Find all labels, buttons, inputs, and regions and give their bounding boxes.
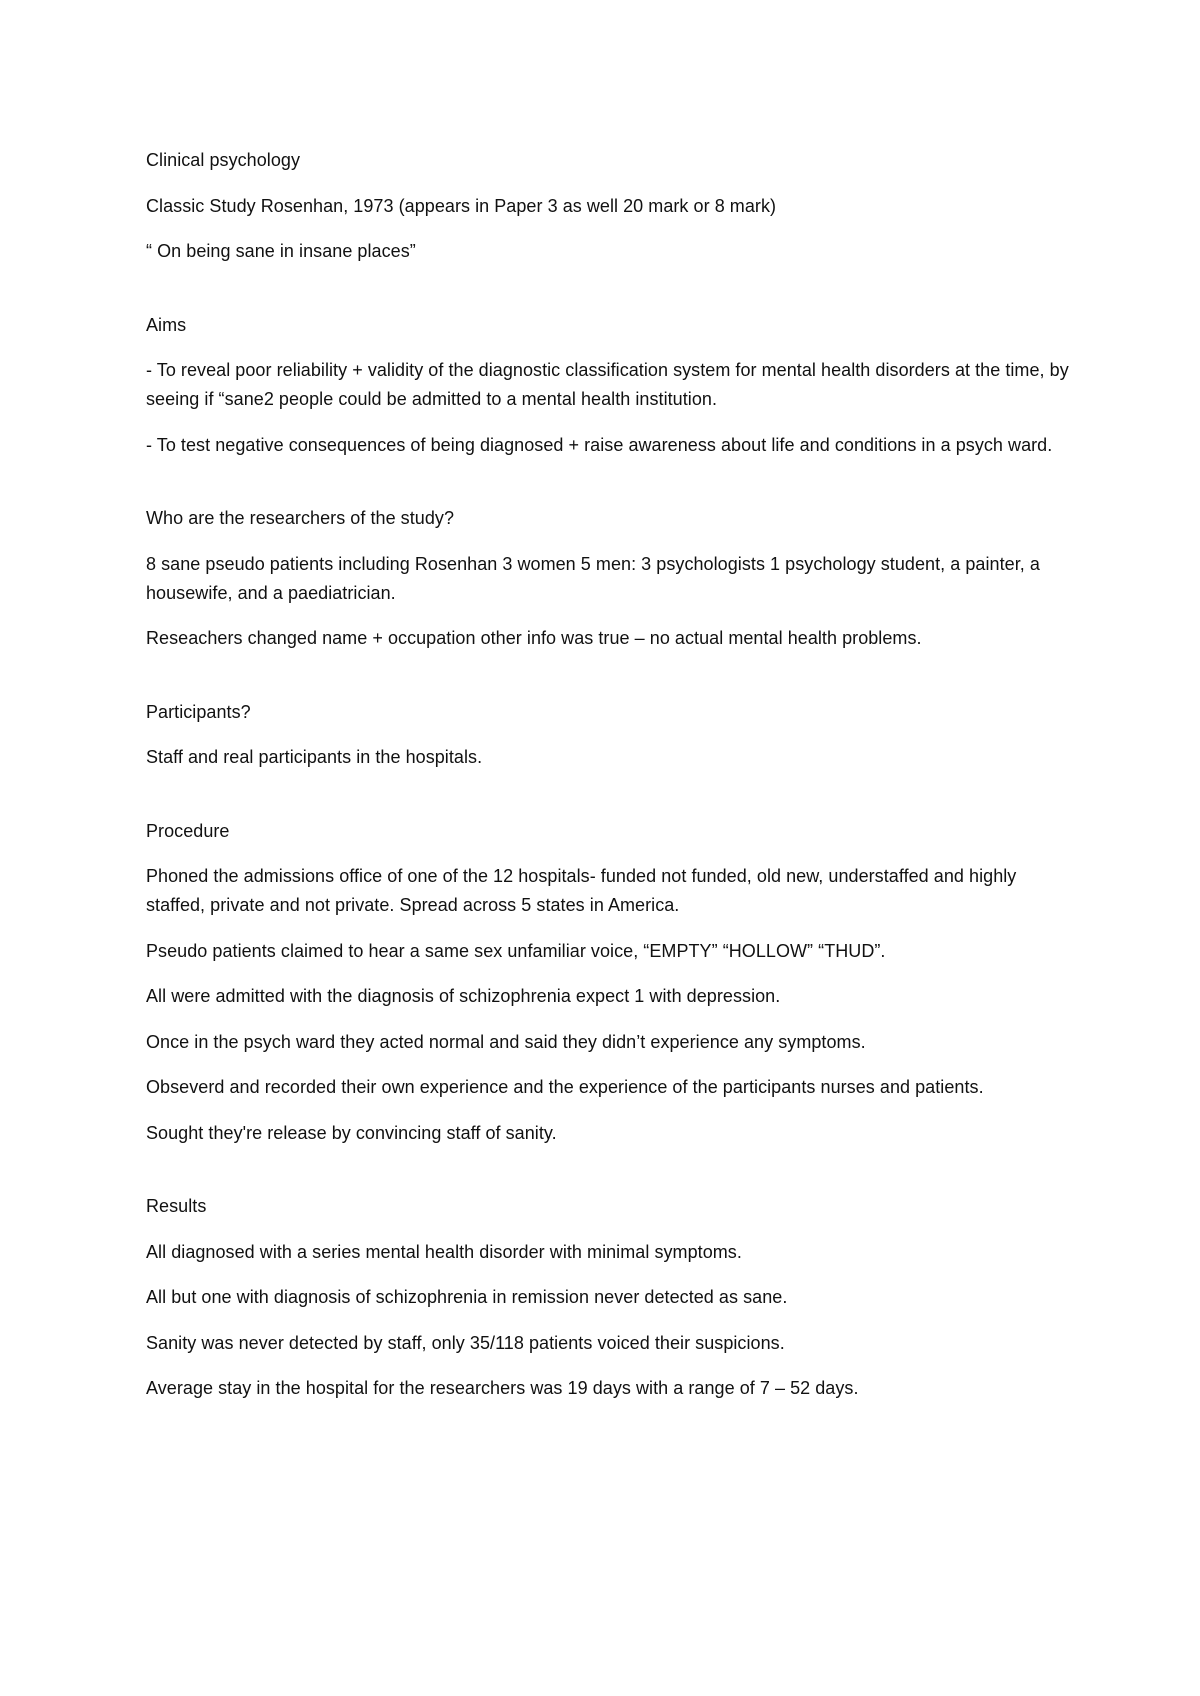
section-spacer [146,789,1076,817]
study-reference: Classic Study Rosenhan, 1973 (appears in Paper 3 as well 20 mark or 8 mark) [146,195,777,216]
results-point: Sanity was never detected by staff, only 35/118 patients voiced their suspicions. [146,1332,785,1353]
results-point: All diagnosed with a series mental health disorder with minimal symptoms. [146,1241,742,1262]
document-body [146,146,1076,1420]
aims-heading: Aims [146,314,187,335]
researchers-point: 8 sane pseudo patients including Rosenhan 3 women 5 men: 3 psychologists 1 psychology student, a painter, a housewife, and a paediatrician. [146,553,1040,603]
study-quote: “ On being sane in insane places” [146,241,416,261]
procedure-point: All were admitted with the diagnosis of schizophrenia expect 1 with depression. [146,986,781,1006]
results-heading: Results [146,1196,207,1216]
aims-point: - To test negative consequences of being diagnosed + raise awareness about life and conditions in a psych ward. [146,434,1053,455]
procedure-point: Obseverd and recorded their own experience and the experience of the participants nurses and patients. [146,1077,984,1097]
researchers-point: Reseachers changed name + occupation other info was true – no actual mental health problems. [146,628,922,648]
procedure-point: Pseudo patients claimed to hear a same sex unfamiliar voice, “EMPTY” “HOLLOW” “THUD”. [146,940,886,961]
participants-point: Staff and real participants in the hospitals. [146,747,483,767]
participants-heading: Participants? [146,701,251,722]
procedure-point: Once in the psych ward they acted normal and said they didn’t experience any symptoms. [146,1031,866,1052]
aims-point: - To reveal poor reliability + validity of the diagnostic classification system for mental health disorders at the time, by seeing if “sane2 people could be admitted to a mental health institution. [146,360,1069,409]
researchers-heading: Who are the researchers of the study? [146,508,455,528]
procedure-heading: Procedure [146,820,230,841]
procedure-point: Phoned the admissions office of one of the 12 hospitals- funded not funded, old new, understaffed and highly staffed, private and not private. Spread across 5 states in America. [146,866,1017,915]
section-spacer [146,476,1076,504]
results-point: All but one with diagnosis of schizophrenia in remission never detected as sane. [146,1287,788,1307]
section-spacer [146,283,1076,311]
procedure-point: Sought they're release by convincing staff of sanity. [146,1122,557,1143]
section-spacer [146,670,1076,698]
section-spacer [146,1164,1076,1192]
document-title: Clinical psychology [146,150,301,170]
results-point: Average stay in the hospital for the researchers was 19 days with a range of 7 – 52 days. [146,1378,859,1398]
